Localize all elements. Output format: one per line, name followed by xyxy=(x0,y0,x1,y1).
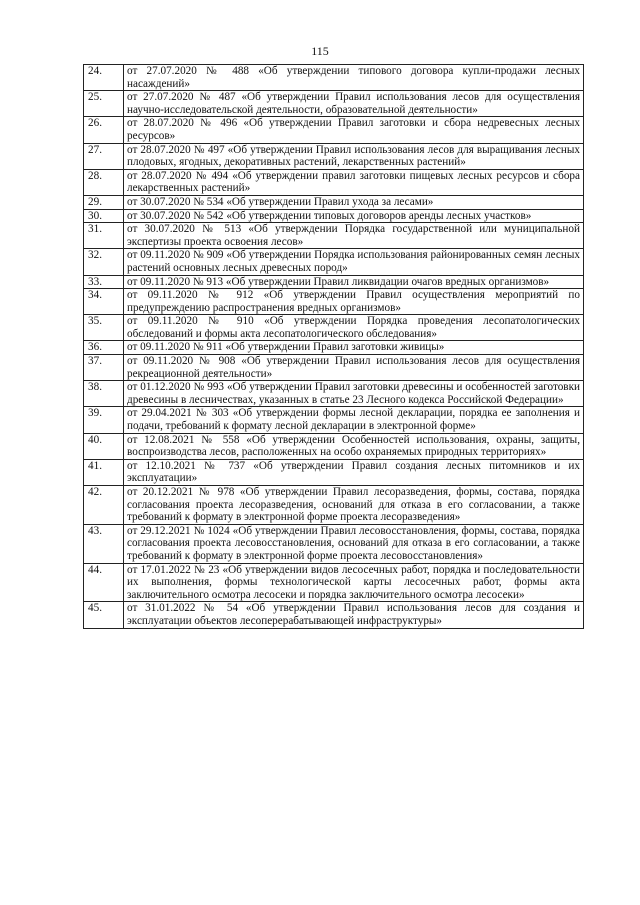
table-row xyxy=(84,524,584,563)
table-row xyxy=(84,563,584,602)
table-row xyxy=(84,289,584,315)
table-row xyxy=(84,169,584,195)
row-text: от 20.12.2021 № 978 «Об утверждении Правил лесоразведения, формы, состава, порядка согласования проекта лесоразведения, оснований для отказа в его согласовании, а также требований к формату в электронной форме проекта лесоразведения» xyxy=(124,486,584,525)
row-text: от 30.07.2020 № 534 «Об утверждении Правил ухода за лесами» xyxy=(124,195,584,209)
table-row xyxy=(84,223,584,249)
row-text: от 09.11.2020 № 913 «Об утверждении Правил ликвидации очагов вредных организмов» xyxy=(124,275,584,289)
page-number: 115 xyxy=(311,44,329,58)
table-row xyxy=(84,143,584,169)
table-row xyxy=(84,407,584,433)
row-text: от 29.12.2021 № 1024 «Об утверждении Правил лесовосстановления, формы, состава, порядка согласования проекта лесовосстановления, оснований для отказа в его согласовании, а также требований к формату в электронной форме проекта лесовосстановления» xyxy=(124,524,584,563)
row-text: от 09.11.2020 № 911 «Об утверждении Правил заготовки живицы» xyxy=(124,341,584,355)
row-number: 34. xyxy=(84,289,124,315)
table-row xyxy=(84,209,584,223)
row-text: от 27.07.2020 № 488 «Об утверждении типового договора купли-продажи лесных насаждений» xyxy=(124,65,584,91)
row-number: 26. xyxy=(84,117,124,143)
row-number: 25. xyxy=(84,91,124,117)
regulations-table xyxy=(83,64,584,629)
row-number: 45. xyxy=(84,602,124,628)
row-number: 42. xyxy=(84,486,124,525)
row-number: 30. xyxy=(84,209,124,223)
row-number: 29. xyxy=(84,195,124,209)
row-text: от 09.11.2020 № 909 «Об утверждении Порядка использования районированных семян лесных растений основных лесных древесных пород» xyxy=(124,249,584,275)
table-row xyxy=(84,65,584,91)
table-row xyxy=(84,381,584,407)
row-number: 44. xyxy=(84,563,124,602)
row-number: 41. xyxy=(84,459,124,485)
row-number: 35. xyxy=(84,315,124,341)
row-number: 37. xyxy=(84,355,124,381)
row-number: 27. xyxy=(84,143,124,169)
row-text: от 17.01.2022 № 23 «Об утверждении видов лесосечных работ, порядка и последовательности их выполнения, формы технологической карты лесосечных работ, формы акта заключительного осмотра лесосеки и порядка заключительного осмотра лесосеки» xyxy=(124,563,584,602)
table-row xyxy=(84,195,584,209)
table-row xyxy=(84,355,584,381)
row-number: 40. xyxy=(84,433,124,459)
row-number: 39. xyxy=(84,407,124,433)
row-text: от 30.07.2020 № 542 «Об утверждении типовых договоров аренды лесных участков» xyxy=(124,209,584,223)
row-text: от 12.10.2021 № 737 «Об утверждении Правил создания лесных питомников и их эксплуатации» xyxy=(124,459,584,485)
table-row xyxy=(84,249,584,275)
row-text: от 12.08.2021 № 558 «Об утверждении Особенностей использования, охраны, защиты, воспроизводства лесов, расположенных на особо охраняемых природных территориях» xyxy=(124,433,584,459)
row-number: 36. xyxy=(84,341,124,355)
table-row xyxy=(84,91,584,117)
row-number: 28. xyxy=(84,169,124,195)
row-text: от 09.11.2020 № 910 «Об утверждении Порядка проведения лесопатологических обследований и формы акта лесопатологического обследования» xyxy=(124,315,584,341)
regulations-table-body xyxy=(84,65,584,629)
row-number: 24. xyxy=(84,65,124,91)
row-text: от 27.07.2020 № 487 «Об утверждении Правил использования лесов для осуществления научно-исследовательской деятельности, образовательной деятельности» xyxy=(124,91,584,117)
row-number: 43. xyxy=(84,524,124,563)
row-number: 38. xyxy=(84,381,124,407)
table-row xyxy=(84,117,584,143)
row-text: от 09.11.2020 № 908 «Об утверждении Правил использования лесов для осуществления рекреационной деятельности» xyxy=(124,355,584,381)
row-text: от 28.07.2020 № 496 «Об утверждении Правил заготовки и сбора недревесных лесных ресурсов» xyxy=(124,117,584,143)
row-text: от 28.07.2020 № 494 «Об утверждении правил заготовки пищевых лесных ресурсов и сбора лекарственных растений» xyxy=(124,169,584,195)
row-number: 32. xyxy=(84,249,124,275)
table-row xyxy=(84,459,584,485)
row-text: от 01.12.2020 № 993 «Об утверждении Правил заготовки древесины и особенностей заготовки древесины в лесничествах, указанных в статье 23 Лесного кодекса Российской Федерации» xyxy=(124,381,584,407)
table-row xyxy=(84,341,584,355)
table-row xyxy=(84,486,584,525)
row-number: 33. xyxy=(84,275,124,289)
row-text: от 28.07.2020 № 497 «Об утверждении Правил использования лесов для выращивания лесных плодовых, ягодных, декоративных растений, лекарственных растений» xyxy=(124,143,584,169)
row-text: от 29.04.2021 № 303 «Об утверждении формы лесной декларации, порядка ее заполнения и подачи, требований к формату лесной декларации в электронной форме» xyxy=(124,407,584,433)
row-text: от 30.07.2020 № 513 «Об утверждении Порядка государственной или муниципальной экспертизы проекта освоения лесов» xyxy=(124,223,584,249)
table-row xyxy=(84,602,584,628)
row-text: от 31.01.2022 № 54 «Об утверждении Правил использования лесов для создания и эксплуатации объектов лесоперерабатывающей инфраструктуры» xyxy=(124,602,584,628)
table-row xyxy=(84,275,584,289)
table-row xyxy=(84,315,584,341)
row-text: от 09.11.2020 № 912 «Об утверждении Правил осуществления мероприятий по предупреждению распространения вредных организмов» xyxy=(124,289,584,315)
table-row xyxy=(84,433,584,459)
row-number: 31. xyxy=(84,223,124,249)
